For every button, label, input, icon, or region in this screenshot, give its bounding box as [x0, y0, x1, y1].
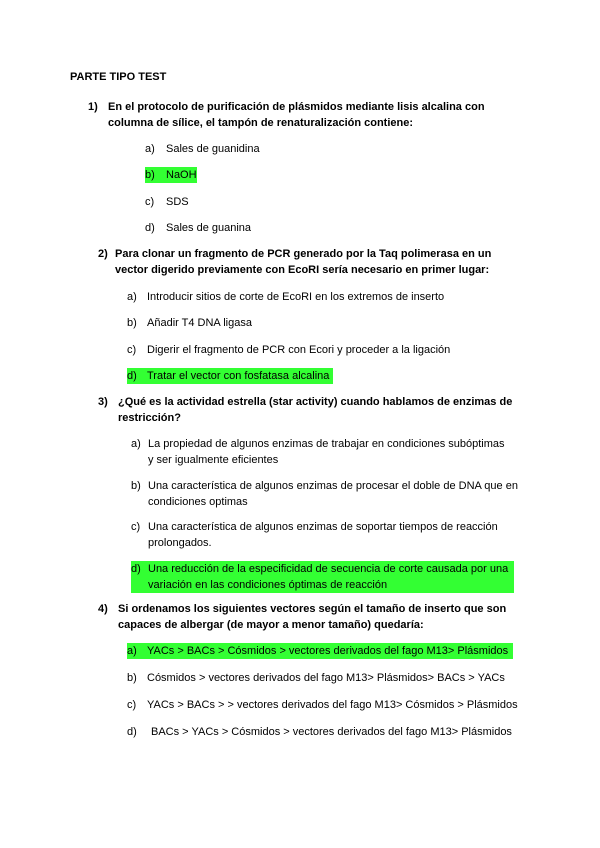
- option-letter: d): [131, 563, 141, 575]
- option-3c[interactable]: [131, 519, 511, 551]
- option-text: Sales de guanina: [166, 222, 252, 234]
- section-title: PARTE TIPO TEST: [70, 71, 167, 83]
- question-text: Si ordenamos los siguientes vectores según el tamaño de inserto que son capaces de albergar (de mayor a menor tamaño) quedaría:: [118, 603, 507, 631]
- option-3a[interactable]: [131, 436, 511, 468]
- question-text: En el protocolo de purificación de plásmidos mediante lisis alcalina con columna de sílice, el tampón de renaturalización contiene:: [108, 101, 485, 129]
- option-text: Digerir el fragmento de PCR con Ecori y proceder a la ligación: [147, 344, 451, 356]
- option-1b[interactable]: [145, 167, 197, 183]
- option-text: Sales de guanidina: [166, 143, 260, 155]
- option-letter: c): [127, 699, 137, 711]
- question-number: 4): [98, 603, 108, 615]
- option-3b[interactable]: [131, 478, 526, 510]
- option-3d[interactable]: [131, 561, 514, 593]
- option-letter: b): [127, 317, 137, 329]
- option-text: YACs > BACs > Cósmidos > vectores derivados del fago M13> Plásmidos: [147, 645, 509, 657]
- option-text: SDS: [166, 196, 189, 208]
- option-letter: d): [127, 370, 137, 382]
- question-text: Para clonar un fragmento de PCR generado por la Taq polimerasa en un vector digerido previamente con EcoRI sería necesario en primer lugar:: [115, 248, 492, 276]
- question-3: [98, 394, 528, 426]
- option-text: Introducir sitios de corte de EcoRI en los extremos de inserto: [147, 291, 445, 303]
- option-text: Una reducción de la especificidad de secuencia de corte causada por una variación en las condiciones óptimas de reacción: [148, 563, 509, 591]
- option-letter: d): [145, 222, 155, 234]
- option-text: Una característica de algunos enzimas de procesar el doble de DNA que en condiciones optimas: [148, 480, 518, 508]
- option-letter: b): [127, 672, 137, 684]
- option-text: YACs > BACs > > vectores derivados del fago M13> Cósmidos > Plásmidos: [147, 699, 518, 711]
- option-text: La propiedad de algunos enzimas de trabajar en condiciones subóptimas y ser igualmente eficientes: [148, 438, 505, 466]
- option-letter: a): [127, 645, 137, 657]
- option-text: NaOH: [166, 169, 197, 181]
- question-4: [98, 601, 518, 633]
- question-2: [98, 246, 518, 278]
- option-4a[interactable]: [127, 643, 513, 659]
- option-text: Tratar el vector con fosfatasa alcalina: [147, 370, 330, 382]
- option-letter: b): [131, 480, 141, 492]
- option-letter: a): [145, 143, 155, 155]
- option-letter: a): [131, 438, 141, 450]
- option-text: Añadir T4 DNA ligasa: [147, 317, 252, 329]
- question-number: 2): [98, 248, 108, 260]
- option-letter: b): [145, 169, 155, 181]
- option-letter: d): [127, 726, 137, 738]
- question-number: 1): [88, 101, 98, 113]
- question-text: ¿Qué es la actividad estrella (star activity) cuando hablamos de enzimas de restricción?: [118, 396, 513, 424]
- option-2d[interactable]: [127, 368, 333, 384]
- option-letter: c): [127, 344, 137, 356]
- option-letter: c): [145, 196, 155, 208]
- question-number: 3): [98, 396, 108, 408]
- question-1: [88, 99, 508, 131]
- option-letter: c): [131, 521, 141, 533]
- option-text: Cósmidos > vectores derivados del fago M13> Plásmidos> BACs > YACs: [147, 672, 505, 684]
- option-text: Una característica de algunos enzimas de soportar tiempos de reacción prolongados.: [148, 521, 498, 549]
- option-text: BACs > YACs > Cósmidos > vectores derivados del fago M13> Plásmidos: [151, 726, 512, 738]
- option-letter: a): [127, 291, 137, 303]
